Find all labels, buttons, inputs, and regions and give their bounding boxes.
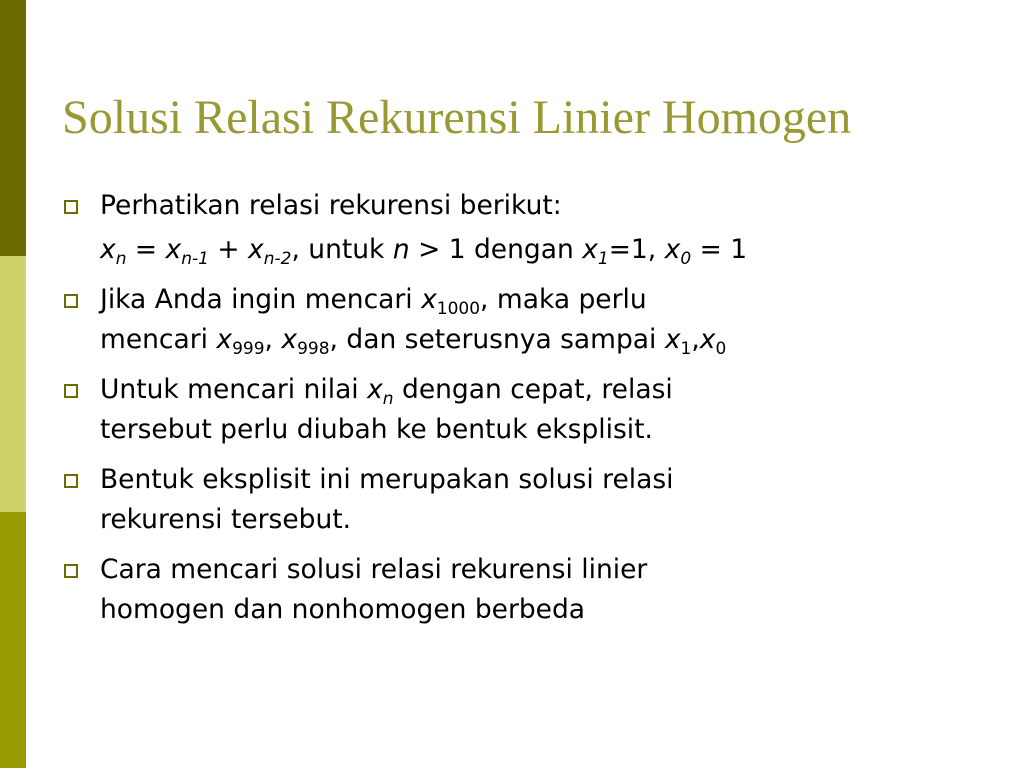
hollow-square-bullet-icon xyxy=(64,294,78,308)
math-subscript: 1 xyxy=(680,339,692,359)
slide-title: Solusi Relasi Rekurensi Linier Homogen xyxy=(62,91,852,144)
math-text: , untuk xyxy=(291,234,393,265)
recurrence-formula xyxy=(100,230,990,270)
bullet-text: , maka perlu xyxy=(480,284,647,315)
math-text: =1, xyxy=(608,234,665,265)
bullet-item-4 xyxy=(60,460,990,540)
bullet-text: Untuk mencari nilai xyxy=(100,374,368,405)
bullet-text: mencari xyxy=(100,324,217,355)
math-subscript: n-2 xyxy=(263,249,292,269)
math-var: x xyxy=(367,374,383,405)
math-var: x xyxy=(165,234,182,265)
bullet-item-5 xyxy=(60,550,990,630)
bullet-item-1 xyxy=(60,186,990,270)
bullet-line xyxy=(100,370,990,410)
decor-bar-bottom xyxy=(0,512,26,768)
bullet-text: , xyxy=(691,324,700,355)
math-subscript: n xyxy=(115,249,127,269)
hollow-square-bullet-icon xyxy=(64,564,78,578)
math-subscript: n-1 xyxy=(181,249,209,269)
math-text: = 1 xyxy=(691,234,748,265)
bullet-line: homogen dan nonhomogen berbeda xyxy=(100,594,586,625)
math-subscript: 999 xyxy=(232,339,265,359)
bullet-item-3 xyxy=(60,370,990,450)
bullet-item-2 xyxy=(60,280,990,360)
math-var: n xyxy=(392,234,410,265)
math-text: + xyxy=(208,234,249,265)
math-var: x xyxy=(100,234,116,265)
math-text: > 1 dengan xyxy=(409,234,583,265)
math-var: x xyxy=(281,324,298,355)
math-subscript: 0 xyxy=(715,339,727,359)
hollow-square-bullet-icon xyxy=(64,384,78,398)
bullet-list xyxy=(60,186,990,640)
math-subscript: n xyxy=(382,389,394,409)
hollow-square-bullet-icon xyxy=(64,200,78,214)
bullet-line: tersebut perlu diubah ke bentuk eksplisit. xyxy=(100,414,653,445)
decor-bar-middle xyxy=(0,256,26,512)
math-var: x xyxy=(216,324,233,355)
bullet-line xyxy=(100,280,990,320)
math-var: x xyxy=(699,324,716,355)
math-subscript: 998 xyxy=(297,339,330,359)
bullet-text: , xyxy=(264,324,282,355)
math-var: x xyxy=(582,234,598,265)
math-subscript: 0 xyxy=(680,249,692,269)
math-subscript: 1000 xyxy=(436,299,481,319)
bullet-line: Bentuk eksplisit ini merupakan solusi relasi xyxy=(100,464,674,495)
bullet-text: , dan seterusnya sampai xyxy=(329,324,665,355)
math-var: x xyxy=(248,234,264,265)
math-subscript: 1 xyxy=(597,249,609,269)
bullet-text: Perhatikan relasi rekurensi berikut: xyxy=(100,190,562,221)
bullet-text: dengan cepat, relasi xyxy=(393,374,673,405)
bullet-text: Jika Anda ingin mencari xyxy=(100,284,422,315)
decor-bar-top xyxy=(0,0,26,256)
hollow-square-bullet-icon xyxy=(64,474,78,488)
bullet-line: Cara mencari solusi relasi rekurensi linier xyxy=(100,554,648,585)
math-var: x xyxy=(664,324,681,355)
bullet-line xyxy=(100,320,990,360)
math-var: x xyxy=(421,284,437,315)
math-text: = xyxy=(126,234,166,265)
math-var: x xyxy=(664,234,681,265)
bullet-line: rekurensi tersebut. xyxy=(100,504,352,535)
